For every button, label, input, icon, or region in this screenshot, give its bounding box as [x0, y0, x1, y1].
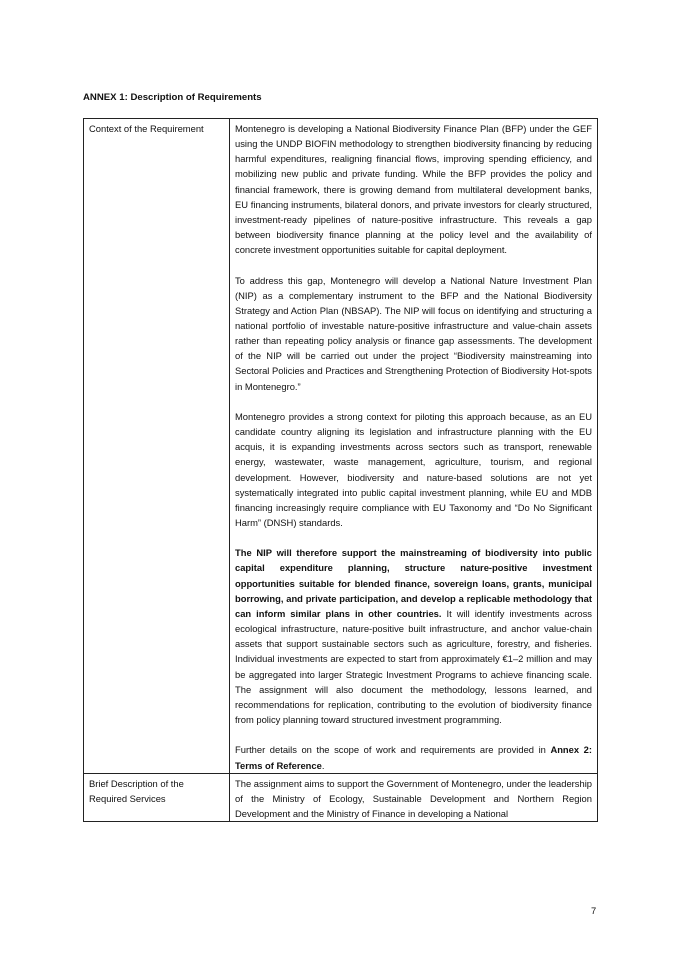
table-row: [84, 119, 598, 774]
requirements-table: [83, 118, 598, 822]
paragraph: Montenegro is developing a National Biodiversity Finance Plan (BFP) under the GEF using the UNDP BIOFIN methodology to strengthen biodiversity financing by reducing harmful expenditures, realigning financial flows, improving spending efficiency, and mobilizing new public and private funding. While the BFP provides the policy and financial framework, there is growing demand from multilateral development banks, EU financing instruments, bilateral donors, and private investors for clearly structured, investment-ready pipelines of nature-positive infrastructure. This reveals a gap between biodiversity finance planning at the policy level and the availability of concrete investment opportunities suitable for capital deployment.: [235, 123, 592, 256]
annex-heading: ANNEX 1: Description of Requirements: [83, 92, 262, 103]
row-label: Brief Description of the Required Services: [84, 773, 230, 821]
paragraph: [235, 742, 592, 772]
row-label: Context of the Requirement: [84, 119, 230, 774]
bold-text: The NIP will therefore support the mainstreaming of biodiversity into public capital expenditure planning, structure nature-positive investment opportunities suitable for blended finance, sovereign loans, grants, municipal borrowing, and private participation, and develop a replicable methodology that can inform similar plans in other countries.: [235, 547, 592, 619]
annex-reference: Annex 2: Terms of Reference: [235, 744, 592, 771]
text: Further details on the scope of work and requirements are provided in: [235, 744, 551, 756]
text: .: [321, 759, 325, 771]
paragraph: The assignment aims to support the Government of Montenegro, under the leadership of the Ministry of Ecology, Sustainable Development and Northern Region Development and the Ministry of Finance in developing a National: [235, 777, 592, 819]
row-content: [230, 773, 598, 821]
row-content: [230, 119, 598, 774]
table-row: [84, 773, 598, 821]
text: It will identify investments across ecological infrastructure, nature-positive built infrastructure, and anchor value-chain assets that support sustainable sectors such as agriculture, forestry, and fisheries. Individual investments are expected to start from approximately €1–2 million and may be aggregated into larger Strategic Investment Programs to achieve financing scale. The assignment will also document the methodology, lessons learned, and recommendations for replication, contributing to the evolution of biodiversity finance from policy planning toward structured investment programming.: [235, 607, 592, 726]
page-number: 7: [591, 905, 597, 916]
paragraph: Montenegro provides a strong context for piloting this approach because, as an EU candidate country aligning its legislation and infrastructure planning with the EU acquis, it is expanding investments across sectors such as transport, renewable energy, wastewater, waste management, agriculture, tourism, and regional development. However, biodiversity and nature-based solutions are not yet systematically integrated into public capital investment planning, while EU and MDB financing increasingly require compliance with EU Taxonomy and “Do No Significant Harm” (DNSH) standards.: [235, 410, 592, 529]
paragraph: To address this gap, Montenegro will develop a National Nature Investment Plan (NIP) as a complementary instrument to the BFP and the National Biodiversity Strategy and Action Plan (NBSAP). The NIP will focus on identifying and structuring a national portfolio of investable nature-positive infrastructure and value-chain assets rather than repeating policy analysis or finance gap assessments. The development of the NIP will be carried out under the project “Biodiversity mainstreaming into Sectoral Policies and Practices and Strengthening Protection of Biodiversity Hot-spots in Montenegro.”: [235, 274, 592, 392]
paragraph: [235, 545, 592, 727]
